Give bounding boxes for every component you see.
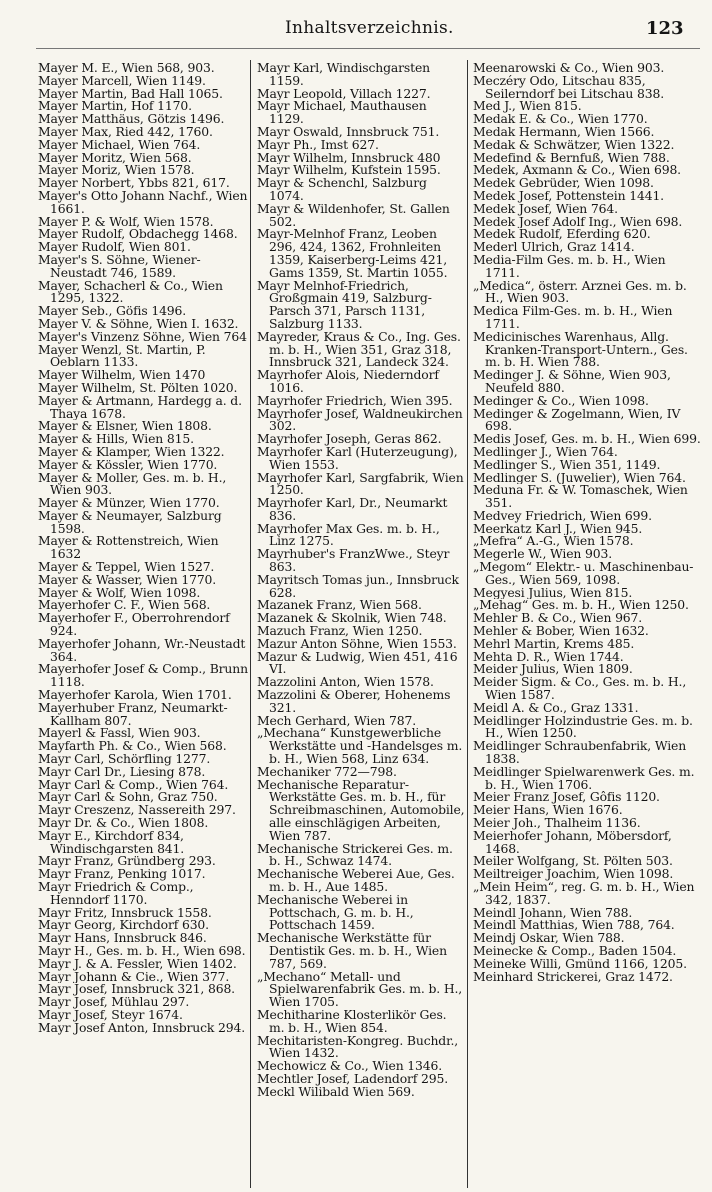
index-entry: Med J., Wien 815.: [473, 100, 582, 114]
index-entry: Meier Franz Josef, Gôfis 1120.: [473, 791, 660, 805]
index-entry: Mayerhofer Josef & Comp., Brunn 1118.: [38, 663, 248, 690]
index-entry: Medicinisches Warenhaus, Allg. Kranken-Transport-Untern., Ges. m. b. H. Wien 788.: [473, 330, 688, 370]
index-entry: Mayer Wilhelm, St. Pölten 1020.: [38, 381, 238, 395]
index-entry: Mayr Josef, Steyr 1674.: [38, 1008, 183, 1022]
index-entry: Medek Rudolf, Eferding 620.: [473, 228, 651, 242]
index-entry: Mayr & Wildenhofer, St. Gallen 502.: [257, 202, 450, 229]
index-entry: Mazuch Franz, Wien 1250.: [257, 625, 423, 638]
index-entry: Medak E. & Co., Wien 1770.: [473, 113, 648, 126]
index-entry: Mazzolini & Oberer, Hohenems 321.: [257, 689, 451, 715]
index-entry: Mayerhuber Franz, Neumarkt-Kallham 807.: [38, 701, 228, 728]
index-entry: Meider Sigm. & Co., Ges. m. b. H., Wien 1587.: [473, 676, 687, 702]
index-entry: Mayerl & Fassl, Wien 903.: [38, 727, 201, 741]
index-entry: Medinger & Zogelmann, Wien, IV 698.: [473, 407, 681, 434]
index-entry: Mayr Melnhof-Friedrich, Großgmain 419, Salzburg-Parsch 371, Parsch 1131, Salzburg 1133.: [257, 279, 432, 331]
index-entry: Mayer Moriz, Wien 1578.: [38, 164, 195, 178]
index-entry: Mayer Rudolf, Obdachegg 1468.: [38, 228, 238, 242]
index-entry: Mayer Marcell, Wien 1149.: [38, 74, 206, 88]
index-column-1: [38, 62, 248, 1182]
index-entry: Mayer Martin, Hof 1170.: [38, 100, 192, 114]
index-entry: Medvey Friedrich, Wien 699.: [473, 509, 652, 523]
index-entry: Mayer Max, Ried 442, 1760.: [38, 125, 213, 139]
index-entry: Mayr Carl & Sohn, Graz 750.: [38, 791, 218, 805]
index-entry: Meinecke & Comp., Baden 1504.: [473, 944, 677, 958]
index-entry: „Mechano“ Metall- und Spielwarenfabrik Ges. m. b. H., Wien 1705.: [257, 970, 463, 1009]
index-entry: Mayr Oswald, Innsbruck 751.: [257, 125, 440, 139]
index-entry: Mayer & Moller, Ges. m. b. H., Wien 903.: [38, 471, 227, 498]
index-entry: Mayer & Klamper, Wien 1322.: [38, 445, 225, 459]
index-entry: Meerkatz Karl J., Wien 945.: [473, 522, 643, 536]
index-entry: Mayrhofer Alois, Niederndorf 1016.: [257, 369, 439, 395]
index-entry: Meiltreiger Joachim, Wien 1098.: [473, 868, 674, 881]
index-entry: Mayrhofer Karl (Huterzeugung), Wien 1553.: [257, 445, 458, 472]
index-entry: Mayer Michael, Wien 764.: [38, 138, 201, 152]
index-column-3: [473, 62, 703, 1182]
index-entry: Mehler B. & Co., Wien 967.: [473, 612, 643, 626]
index-entry: Mayr Josef, Mühlau 297.: [38, 996, 190, 1009]
index-entry: Medica Film-Ges. m. b. H., Wien 1711.: [473, 305, 673, 331]
index-entry: „Megom“ Elektr.- u. Maschinenbau-Ges., Wien 569, 1098.: [473, 561, 694, 587]
index-entry: Mechanische Reparatur-Werkstätte Ges. m. b. H., für Schreibmaschinen, Automobile, alle einschlägigen Arbeiten, Wien 787.: [257, 778, 465, 843]
index-entry: Meidl A. & Co., Graz 1331.: [473, 701, 639, 715]
index-entry: Mayer Rudolf, Wien 801.: [38, 241, 191, 254]
index-column-2: [257, 62, 465, 1182]
index-entry: Mayr Carl Dr., Liesing 878.: [38, 765, 206, 779]
index-entry: Medek Josef, Wien 764.: [473, 202, 618, 216]
index-entry: Mayer P. & Wolf, Wien 1578.: [38, 215, 214, 229]
index-entry: Mayrhofer Karl, Sargfabrik, Wien 1250.: [257, 471, 464, 498]
index-entry: Mayer Wenzl, St. Martin, P. Oeblarn 1133.: [38, 343, 206, 370]
index-entry: Meduna Fr. & W. Tomaschek, Wien 351.: [473, 484, 688, 510]
index-entry: Meczéry Odo, Litschau 835, Seilerndorf bei Litschau 838.: [473, 74, 664, 101]
index-entry: Mayer & Rottenstreich, Wien 1632: [38, 535, 219, 562]
index-entry: Mayer Martin, Bad Hall 1065.: [38, 87, 223, 101]
index-entry: Mayreder, Kraus & Co., Ing. Ges. m. b. H., Wien 351, Graz 318, Innsbruck 321, Landeck 324.: [257, 330, 461, 370]
index-entry: „Mefra“ A.-G., Wien 1578.: [473, 535, 634, 549]
index-entry: Mayer's Vinzenz Söhne, Wien 764: [38, 330, 247, 344]
index-entry: Mazzolini Anton, Wien 1578.: [257, 676, 434, 690]
index-entry: Meindl Matthias, Wien 788, 764.: [473, 919, 675, 933]
index-entry: „Mechana“ Kunstgewerbliche Werkstätte und -Handelsges m. b. H., Wien 568, Linz 634.: [257, 727, 463, 766]
index-entry: Medlinger S., Wien 351, 1149.: [473, 458, 661, 472]
column-divider: [250, 60, 251, 1188]
index-entry: Meineke Willi, Gmünd 1166, 1205.: [473, 957, 687, 971]
index-entry: Mayr Creszenz, Nassereith 297.: [38, 804, 236, 818]
index-entry: Meidlinger Holzindustrie Ges. m. b. H., Wien 1250.: [473, 714, 693, 741]
index-entry: Mayer M. E., Wien 568, 903.: [38, 62, 215, 75]
index-entry: Mehler & Bober, Wien 1632.: [473, 625, 649, 638]
index-entry: Mechowicz & Co., Wien 1346.: [257, 1060, 443, 1073]
index-entry: Mayer & Elsner, Wien 1808.: [38, 420, 212, 434]
index-entry: Meiler Wolfgang, St. Pölten 503.: [473, 855, 673, 869]
index-entry: Meier Hans, Wien 1676.: [473, 804, 623, 818]
index-entry: Mayr Johann & Cie., Wien 377.: [38, 970, 230, 984]
index-entry: Mayfarth Ph. & Co., Wien 568.: [38, 740, 227, 754]
index-entry: Mechtler Josef, Ladendorf 295.: [257, 1072, 449, 1086]
index-entry: Mayr Friedrich & Comp., Henndorf 1170.: [38, 881, 194, 907]
index-entry: Mayerhofer Karola, Wien 1701.: [38, 689, 232, 702]
index-entry: Mayr Michael, Mauthausen 1129.: [257, 100, 427, 126]
index-entry: Mayer Norbert, Ybbs 821, 617.: [38, 177, 230, 190]
index-entry: Mayrhofer Max Ges. m. b. H., Linz 1275.: [257, 522, 440, 549]
index-entry: Mayrhofer Joseph, Geras 862.: [257, 433, 442, 446]
index-entry: Mayr Georg, Kirchdorf 630.: [38, 919, 209, 933]
index-entry: Mechaniker 772—798.: [257, 765, 397, 779]
index-entry: Meierhofer Johann, Möbersdorf, 1468.: [473, 829, 672, 856]
index-entry: Mehrl Martin, Krems 485.: [473, 637, 635, 651]
index-entry: Mayr Karl, Windischgarsten 1159.: [257, 62, 430, 88]
page-title: Inhaltsverzeichnis.: [285, 18, 454, 38]
index-entry: Mayr Franz, Penking 1017.: [38, 868, 206, 881]
index-entry: Medek Josef Adolf Ing., Wien 698.: [473, 215, 683, 229]
index-entry: Mechitaristen-Kongreg. Buchdr., Wien 1432.: [257, 1034, 459, 1061]
index-entry: Meidlinger Spielwarenwerk Ges. m. b. H., Wien 1706.: [473, 765, 695, 792]
index-entry: Mayer & Hills, Wien 815.: [38, 433, 194, 446]
index-entry: Mayr J. & A. Fessler, Wien 1402.: [38, 957, 237, 971]
index-entry: Mayr Dr. & Co., Wien 1808.: [38, 817, 209, 830]
index-entry: Mayr Wilhelm, Kufstein 1595.: [257, 164, 441, 178]
index-entry: Mayer & Münzer, Wien 1770.: [38, 497, 220, 510]
index-entry: Mayr Josef Anton, Innsbruck 294.: [38, 1021, 246, 1035]
index-entry: Mech Gerhard, Wien 787.: [257, 714, 417, 728]
index-entry: Mayer V. & Söhne, Wien I. 1632.: [38, 317, 239, 331]
index-entry: Medlinger S. (Juwelier), Wien 764.: [473, 471, 686, 485]
index-entry: Mayritsch Tomas jun., Innsbruck 628.: [257, 573, 459, 600]
page-number: 123: [646, 18, 684, 39]
index-entry: Meckl Wilibald Wien 569.: [257, 1085, 415, 1099]
index-entry: Mayr Carl & Comp., Wien 764.: [38, 778, 229, 792]
index-entry: „Mehag“ Ges. m. b. H., Wien 1250.: [473, 599, 689, 613]
index-entry: Mechanische Strickerei Ges. m. b. H., Schwaz 1474.: [257, 842, 453, 869]
page-header: [0, 10, 712, 44]
index-entry: Meinhard Strickerei, Graz 1472.: [473, 970, 673, 984]
index-entry: Mayerhofer F., Oberrohrendorf 924.: [38, 612, 230, 638]
index-entry: „Mein Heim“, reg. G. m. b. H., Wien 342, 1837.: [473, 881, 695, 907]
index-entry: Medak Hermann, Wien 1566.: [473, 125, 655, 139]
index-entry: Mayerhofer C. F., Wien 568.: [38, 599, 211, 613]
index-entry: Mayrhofer Karl, Dr., Neumarkt 836.: [257, 497, 448, 523]
index-entry: Mayer Seb., Göfis 1496.: [38, 305, 187, 318]
index-entry: Mechanische Weberei Aue, Ges. m. b. H., Aue 1485.: [257, 868, 455, 894]
index-entry: Mayrhofer Josef, Waldneukirchen 302.: [257, 407, 463, 434]
index-entry: Mechanische Weberei in Pottschach, G. m. b. H., Pottschach 1459.: [257, 893, 414, 933]
index-entry: Mazanek & Skolnik, Wien 748.: [257, 612, 447, 626]
index-entry: Mayr Hans, Innsbruck 846.: [38, 932, 207, 945]
index-entry: Mazur & Ludwig, Wien 451, 416 VI.: [257, 650, 458, 677]
index-entry: Mayr Fritz, Innsbruck 1558.: [38, 906, 212, 920]
index-entry: „Medica“, österr. Arznei Ges. m. b. H., Wien 903.: [473, 279, 687, 306]
index-entry: Megyesi Julius, Wien 815.: [473, 586, 633, 600]
index-entry: Medinger & Co., Wien 1098.: [473, 394, 649, 408]
index-entry: Meindl Johann, Wien 788.: [473, 906, 633, 920]
index-entry: Mayer's S. Söhne, Wiener-Neustadt 746, 1589.: [38, 253, 201, 280]
index-entry: Mayr Franz, Gründberg 293.: [38, 855, 216, 869]
index-entry: Medlinger J., Wien 764.: [473, 445, 618, 459]
index-entry: Mayerhofer Johann, Wr.-Neustadt 364.: [38, 637, 246, 664]
index-entry: Mayer & Kössler, Wien 1770.: [38, 458, 218, 472]
index-entry: Mederl Ulrich, Graz 1414.: [473, 241, 635, 254]
index-entry: Meidlinger Schraubenfabrik, Wien 1838.: [473, 740, 687, 766]
index-entry: Mayr E., Kirchdorf 834, Windischgarsten 841.: [38, 829, 185, 856]
index-entry: Mechanische Werkstätte für Dentistik Ges. m. b. H., Wien 787, 569.: [257, 932, 447, 971]
index-entry: Medinger J. & Söhne, Wien 903, Neufeld 880.: [473, 369, 671, 395]
index-entry: Mayr Wilhelm, Innsbruck 480: [257, 151, 441, 165]
index-entry: Mayer & Wolf, Wien 1098.: [38, 586, 201, 600]
index-entry: Mayr H., Ges. m. b. H., Wien 698.: [38, 944, 246, 958]
index-entry: Mayr-Melnhof Franz, Leoben 296, 424, 1362, Frohnleiten 1359, Kaiserberg-Leims 421, Gams 1359, St. Martin 1055.: [257, 228, 448, 280]
index-entry: Mayr & Schenchl, Salzburg 1074.: [257, 177, 427, 203]
index-entry: Mazanek Franz, Wien 568.: [257, 599, 422, 613]
index-entry: Medis Josef, Ges. m. b. H., Wien 699.: [473, 433, 701, 446]
index-entry: Megerle W., Wien 903.: [473, 548, 612, 562]
index-entry: Mayer's Otto Johann Nachf., Wien 1661.: [38, 189, 248, 216]
index-entry: Mayer Moritz, Wien 568.: [38, 151, 192, 165]
index-entry: Mayrhuber's FranzWwe., Steyr 863.: [257, 548, 450, 574]
index-entry: Medefind & Bernfuß, Wien 788.: [473, 151, 670, 165]
index-entry: Media-Film Ges. m. b. H., Wien 1711.: [473, 253, 666, 280]
index-entry: Meindj Oskar, Wien 788.: [473, 932, 625, 945]
index-entry: Mayr Josef, Innsbruck 321, 868.: [38, 983, 235, 997]
index-entry: Medek Josef, Pottenstein 1441.: [473, 189, 664, 203]
index-entry: Mayr Ph., Imst 627.: [257, 138, 379, 152]
header-rule: [36, 48, 700, 49]
index-entry: Mayer, Schacherl & Co., Wien 1295, 1322.: [38, 279, 223, 306]
index-entry: Medek, Axmann & Co., Wien 698.: [473, 164, 681, 178]
index-entry: Mayrhofer Friedrich, Wien 395.: [257, 394, 453, 408]
index-entry: Mayr Leopold, Villach 1227.: [257, 87, 431, 101]
index-entry: Mayer & Neumayer, Salzburg 1598.: [38, 509, 222, 536]
index-entry: Mayer & Artmann, Hardegg a. d. Thaya 1678.: [38, 394, 242, 421]
index-entry: Mayer Wilhelm, Wien 1470: [38, 369, 206, 382]
index-entry: Medek Gebrüder, Wien 1098.: [473, 177, 654, 190]
index-entry: Mazur Anton Söhne, Wien 1553.: [257, 637, 457, 651]
index-entry: Mehta D. R., Wien 1744.: [473, 650, 624, 664]
index-entry: Meenarowski & Co., Wien 903.: [473, 62, 665, 75]
index-entry: Mayer & Wasser, Wien 1770.: [38, 573, 217, 587]
index-entry: Mayr Carl, Schörfling 1277.: [38, 753, 211, 766]
index-entry: Medak & Schwätzer, Wien 1322.: [473, 138, 675, 152]
index-entry: Mayer & Teppel, Wien 1527.: [38, 561, 215, 574]
index-entry: Meider Julius, Wien 1809.: [473, 663, 633, 677]
column-divider: [467, 60, 468, 1188]
index-entry: Mayer Matthäus, Götzis 1496.: [38, 113, 225, 126]
index-entry: Mechitharine Klosterlikör Ges. m. b. H., Wien 854.: [257, 1008, 447, 1035]
index-entry: Meier Joh., Thalheim 1136.: [473, 817, 641, 830]
